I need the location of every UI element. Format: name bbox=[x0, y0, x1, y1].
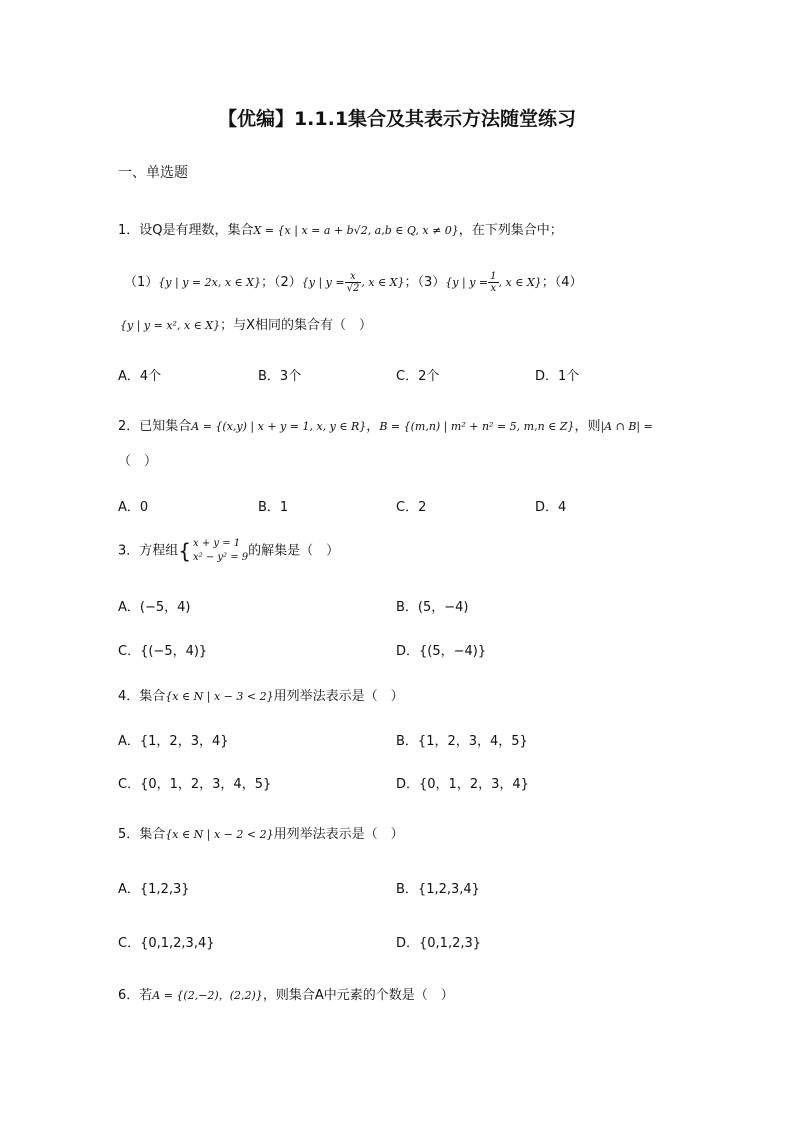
q3-equation-2: x² − y² = 9 bbox=[193, 552, 249, 563]
q1-set-1: {y | y = 2x, x ∈ X} bbox=[158, 276, 261, 289]
question-5-stem bbox=[118, 823, 404, 842]
q3-stem-pre: 3．方程组 bbox=[118, 543, 179, 559]
q3-option-c[interactable]: C．{(−5，4)} bbox=[118, 644, 208, 659]
q1-label-1: （1） bbox=[124, 275, 159, 290]
q6-stem-post: ，则集合A中元素的个数是（ ） bbox=[262, 988, 454, 1003]
q1-set-4: {y | y = x², x ∈ X} bbox=[120, 319, 221, 332]
question-1-sets-line bbox=[124, 271, 582, 294]
q1-label-4: ；（4） bbox=[541, 275, 583, 290]
question-3-stem bbox=[118, 537, 339, 565]
q2-stem-post: ，则 bbox=[574, 419, 601, 434]
q1-option-d[interactable]: D．1个 bbox=[535, 369, 580, 384]
q4-stem-pre: 4．集合 bbox=[118, 689, 166, 704]
q5-option-d[interactable]: D．{0,1,2,3} bbox=[396, 936, 482, 951]
question-1-stem bbox=[118, 219, 563, 238]
q1-label-2: ；（2） bbox=[260, 275, 302, 290]
q3-equation-1: x + y = 1 bbox=[193, 538, 241, 549]
q1-frac2-denominator: √2 bbox=[346, 283, 360, 294]
q1-set-2-fraction bbox=[345, 271, 362, 294]
q2-answer-paren: （ ） bbox=[118, 454, 158, 469]
q1-stem-pre: 1．设Q是有理数，集合 bbox=[118, 223, 254, 238]
q5-option-b[interactable]: B．{1,2,3,4} bbox=[396, 882, 480, 897]
q1-set-3-b: , x ∈ X} bbox=[498, 276, 542, 289]
q3-stem-post: 的解集是（ ） bbox=[248, 543, 340, 559]
page-title: 【优编】1.1.1集合及其表示方法随堂练习 bbox=[217, 108, 577, 130]
q6-stem-pre: 6．若 bbox=[118, 988, 153, 1003]
q1-stem-post: ，在下列集合中； bbox=[458, 223, 563, 238]
question-1-sets-line-2 bbox=[120, 314, 372, 333]
question-2-stem bbox=[118, 415, 653, 434]
q1-set-x-formula: X = {x | x = a + b√2, a,b ∈ Q, x ≠ 0} bbox=[253, 224, 459, 237]
q4-set-formula: {x ∈ N | x − 3 < 2} bbox=[165, 690, 274, 703]
q2-separator: ， bbox=[366, 419, 380, 434]
q4-option-c[interactable]: C．{0，1，2，3，4，5} bbox=[118, 777, 272, 792]
q2-set-b: B = {(m,n) | m² + n² = 5, m,n ∈ Z} bbox=[379, 420, 575, 433]
q4-option-d[interactable]: D．{0，1，2，3，4} bbox=[396, 777, 529, 792]
q1-set-3-fraction bbox=[488, 271, 498, 294]
q5-set-formula: {x ∈ N | x − 2 < 2} bbox=[165, 828, 274, 841]
q1-frac3-numerator: 1 bbox=[490, 271, 497, 282]
q4-option-b[interactable]: B．{1，2，3，4，5} bbox=[396, 734, 528, 749]
q5-stem-post: 用列举法表示是（ ） bbox=[273, 827, 404, 842]
q2-intersection: |A ∩ B| = bbox=[600, 420, 653, 433]
q2-option-c[interactable]: C．2 bbox=[396, 500, 427, 515]
q1-frac2-numerator: x bbox=[345, 271, 362, 283]
q3-option-a[interactable]: A．(−5，4) bbox=[118, 600, 191, 615]
q2-set-a: A = {(x,y) | x + y = 1, x, y ∈ R} bbox=[191, 420, 367, 433]
q3-brace: { bbox=[178, 539, 192, 563]
q1-frac3-denominator: x bbox=[490, 283, 497, 294]
q5-option-c[interactable]: C．{0,1,2,3,4} bbox=[118, 936, 215, 951]
section-heading: 一、单选题 bbox=[118, 165, 188, 181]
q2-option-d[interactable]: D．4 bbox=[535, 500, 567, 515]
q1-option-a[interactable]: A．4个 bbox=[118, 369, 162, 384]
q2-stem-pre: 2．已知集合 bbox=[118, 419, 192, 434]
q1-option-b[interactable]: B．3个 bbox=[258, 369, 302, 384]
q2-option-a[interactable]: A．0 bbox=[118, 500, 149, 515]
q5-stem-pre: 5．集合 bbox=[118, 827, 166, 842]
q1-set-2-a: {y | y = bbox=[301, 276, 345, 289]
q4-option-a[interactable]: A．{1，2，3，4} bbox=[118, 734, 229, 749]
q3-option-b[interactable]: B．(5，−4) bbox=[396, 600, 469, 615]
q1-question-tail: ；与X相同的集合有（ ） bbox=[220, 318, 373, 333]
q3-equation-system bbox=[193, 537, 248, 565]
q1-label-3: ；（3） bbox=[404, 275, 446, 290]
q2-option-b[interactable]: B．1 bbox=[258, 500, 289, 515]
q1-option-c[interactable]: C．2个 bbox=[396, 369, 440, 384]
q6-set-formula: A = {(2,−2)，(2,2)} bbox=[152, 989, 263, 1002]
q1-set-3-a: {y | y = bbox=[445, 276, 489, 289]
q1-set-2-b: , x ∈ X} bbox=[361, 276, 405, 289]
question-6-stem bbox=[118, 984, 454, 1003]
q4-stem-post: 用列举法表示是（ ） bbox=[273, 689, 404, 704]
q5-option-a[interactable]: A．{1,2,3} bbox=[118, 882, 190, 897]
question-4-stem bbox=[118, 685, 404, 704]
q3-option-d[interactable]: D．{(5，−4)} bbox=[396, 644, 487, 659]
